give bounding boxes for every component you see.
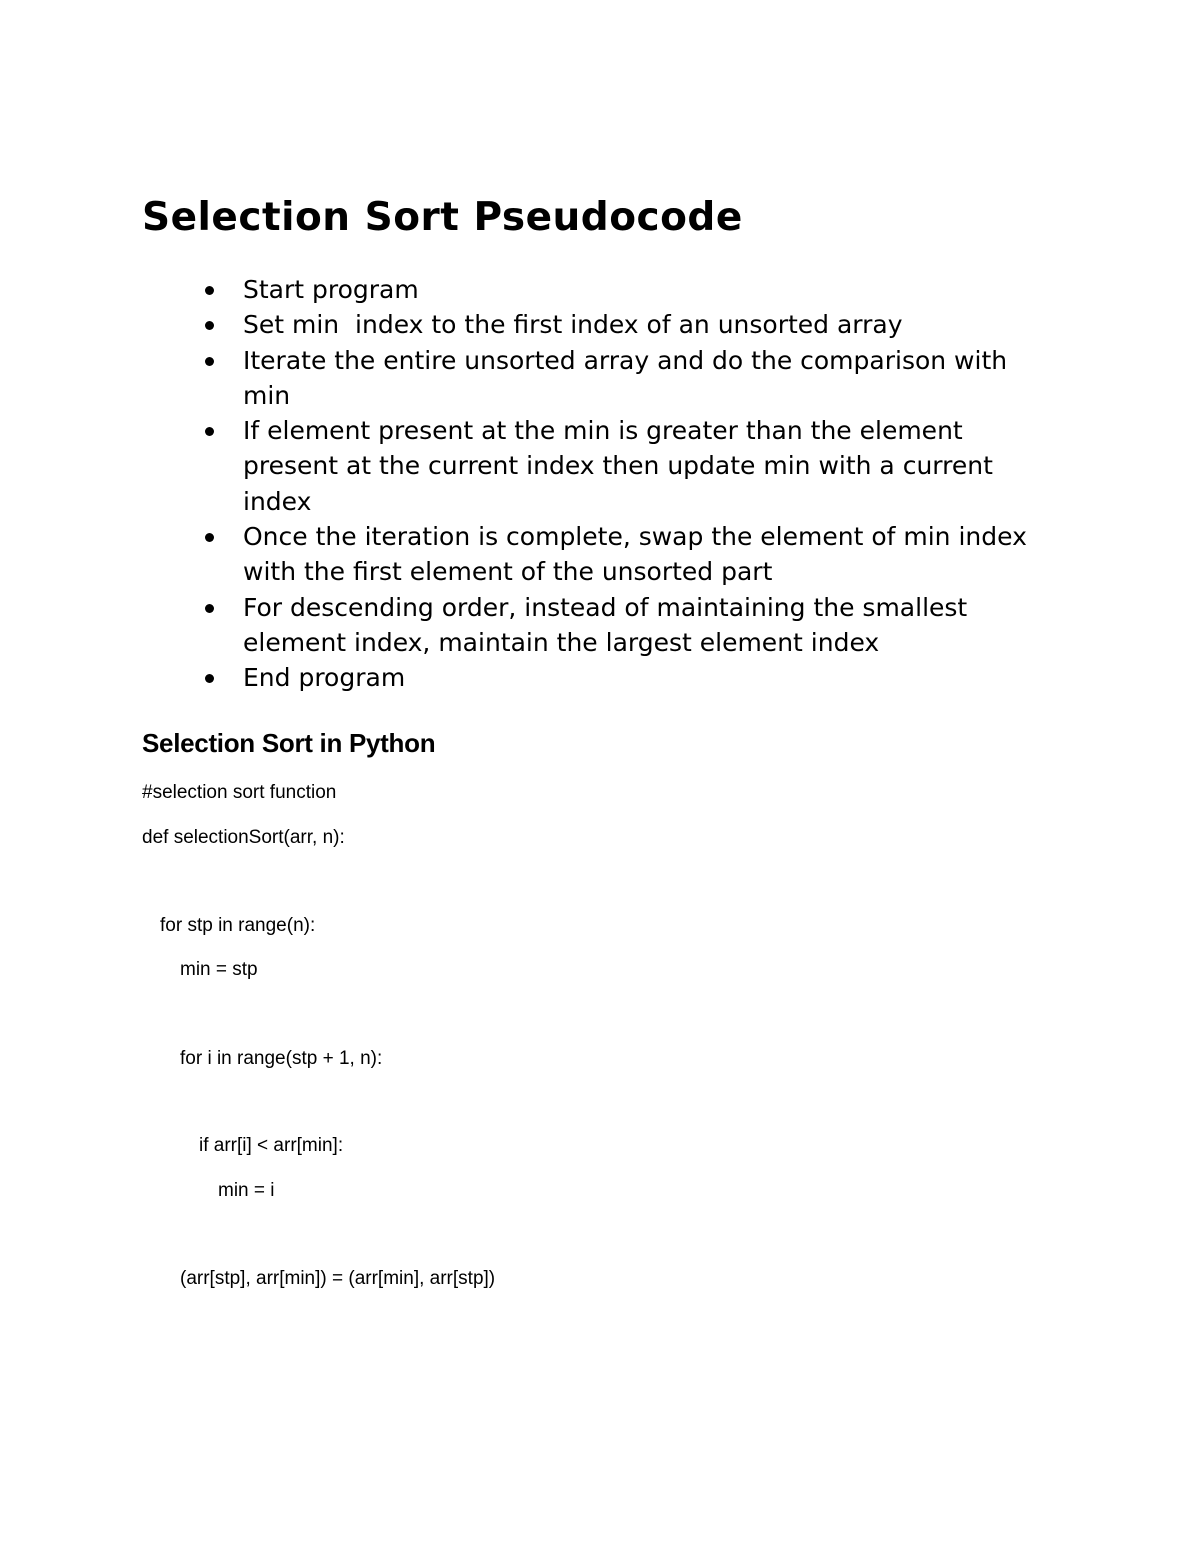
code-swap-line: (arr[stp], arr[min]) = (arr[min], arr[stp]) (180, 1268, 496, 1289)
code-outer-loop: for stp in range(n): (160, 915, 316, 936)
list-item (200, 660, 1060, 695)
bullet-icon (205, 604, 214, 613)
list-item (200, 272, 1060, 307)
list-item-text: End program (243, 663, 406, 693)
list-item-text: Once the iteration is complete, swap the element of min index with the first element of the unsorted part (243, 522, 1027, 587)
bullet-icon (205, 321, 214, 330)
pseudocode-list (200, 272, 1060, 696)
code-init-min: min = stp (180, 959, 258, 980)
bullet-icon (205, 286, 214, 295)
code-if-line: if arr[i] < arr[min]: (199, 1135, 344, 1156)
bullet-icon (205, 427, 214, 436)
python-section-heading: Selection Sort in Python (142, 728, 436, 758)
list-item (200, 413, 1060, 519)
list-item (200, 343, 1060, 414)
list-item-text: Set min index to the first index of an unsorted array (243, 310, 903, 340)
bullet-icon (205, 674, 214, 683)
list-item (200, 590, 1060, 661)
code-inner-loop: for i in range(stp + 1, n): (180, 1048, 383, 1069)
code-def-line: def selectionSort(arr, n): (142, 827, 345, 848)
list-item-text: Start program (243, 275, 419, 304)
bullet-icon (205, 357, 214, 366)
list-item-text: For descending order, instead of maintaining the smallest element index, maintain the largest element index (243, 592, 968, 657)
code-update-min: min = i (218, 1180, 275, 1201)
list-item-text: If element present at the min is greater than the element present at the current index then update min with a current index (243, 416, 993, 516)
list-item (200, 519, 1060, 590)
list-item (200, 307, 1060, 342)
code-comment: #selection sort function (142, 782, 337, 803)
bullet-icon (205, 533, 214, 542)
list-item-text: Iterate the entire unsorted array and do the comparison with min (243, 345, 1008, 410)
page-title: Selection Sort Pseudocode (142, 195, 743, 240)
